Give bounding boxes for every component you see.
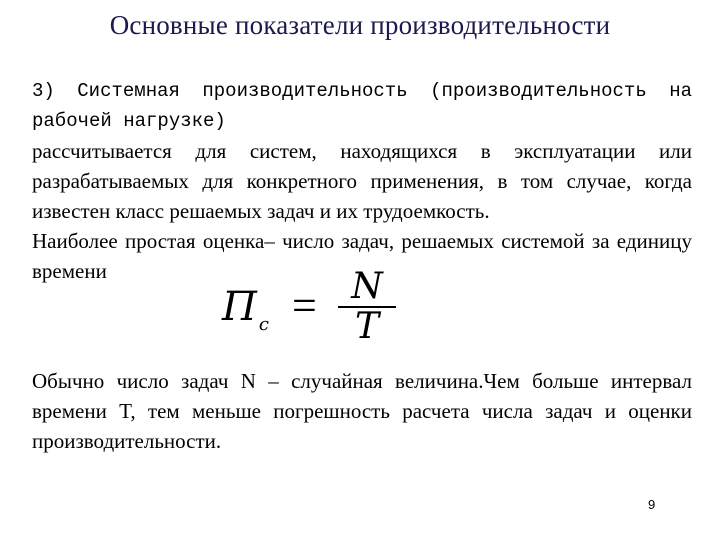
performance-formula [222,266,402,347]
paragraph-simple-estimate: Наиболее простая оценка– число задач, решаемых системой за единицу времени [32,229,692,283]
formula-lhs: П $_c$ [222,284,269,335]
slide-title: Основные показатели производительности [109,10,611,40]
slide-body-bottom [32,366,692,456]
page-number: 9 [648,497,656,512]
paragraph-description: рассчитывается для систем, находящихся в эксплуатации или разрабатываемых для конкретного применения, в том случае, когда известен класс решаемых задач и их трудоемкость. [32,139,692,223]
formula-equals: = [292,281,317,330]
paragraph-random-variable: Обычно число задач N – случайная величина.Чем больше интервал времени T, тем меньше погрешность расчета числа задач и оценки производительности. [32,369,692,453]
formula-lhs-subscript: c [258,314,269,335]
formula-denominator: T [354,306,379,347]
paragraph-system-performance: 3) Системная производительность (производительность на рабочей нагрузке) [32,80,692,132]
formula-fraction [338,266,396,347]
slide-body [32,76,692,286]
formula-numerator: N [351,266,383,307]
